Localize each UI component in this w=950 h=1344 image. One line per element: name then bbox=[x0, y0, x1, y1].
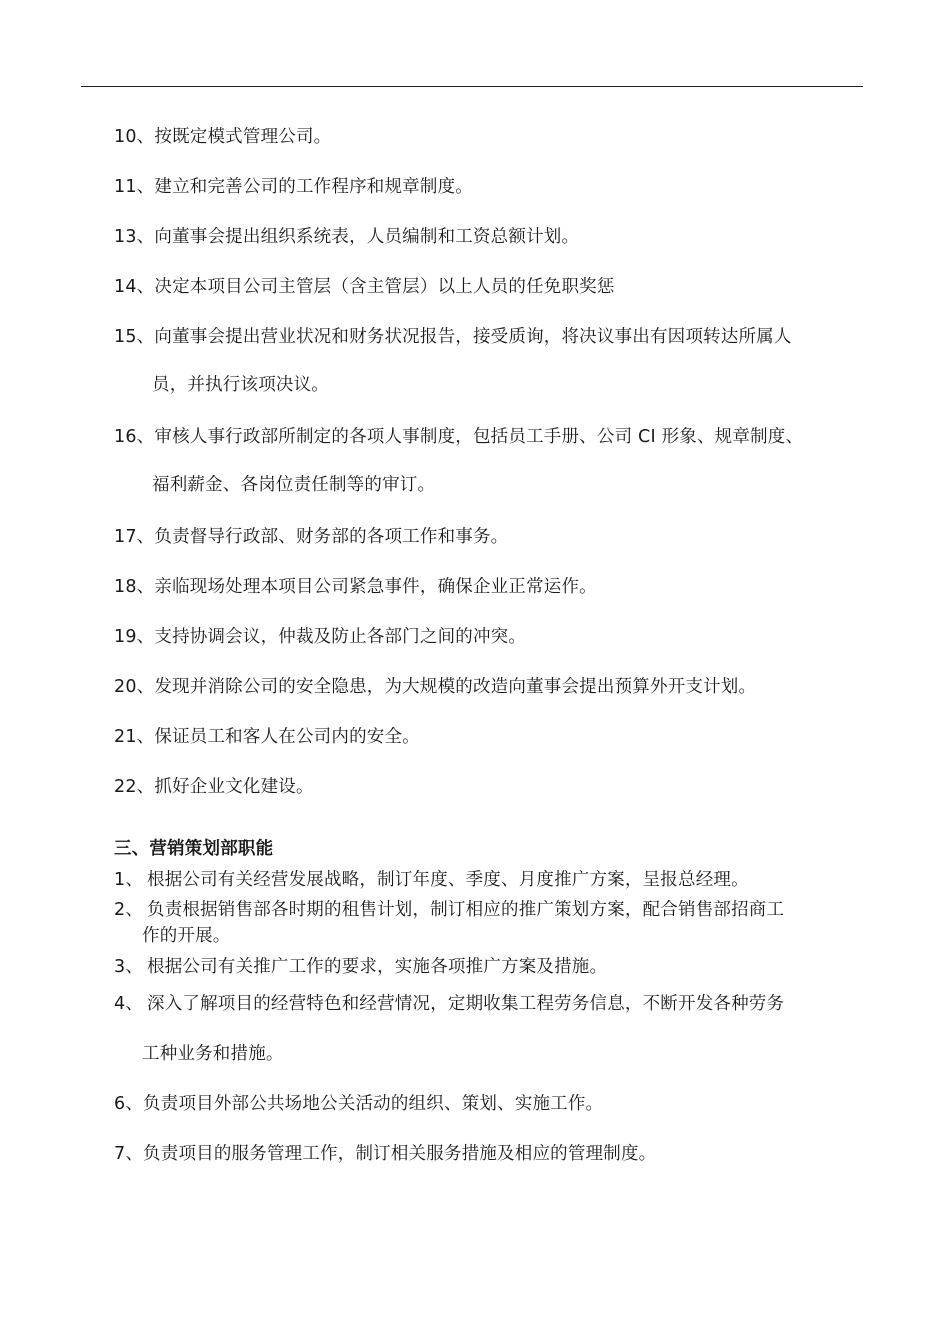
list-item-continuation: 员，并执行该项决议。 bbox=[152, 375, 329, 395]
list-item: 18、亲临现场处理本项目公司紧急事件，确保企业正常运作。 bbox=[114, 577, 597, 597]
list-item: 7、负责项目的服务管理工作，制订相关服务措施及相应的管理制度。 bbox=[114, 1144, 657, 1164]
list-item-continuation: 福利薪金、各岗位责任制等的审订。 bbox=[152, 475, 436, 495]
header-rule bbox=[81, 86, 863, 87]
list-item: 11、建立和完善公司的工作程序和规章制度。 bbox=[114, 177, 473, 197]
list-item: 1、 根据公司有关经营发展战略，制订年度、季度、月度推广方案，呈报总经理。 bbox=[114, 870, 749, 890]
list-item: 16、审核人事行政部所制定的各项人事制度，包括员工手册、公司 CI 形象、规章制度、 bbox=[114, 427, 804, 447]
list-item-continuation: 工种业务和措施。 bbox=[142, 1044, 284, 1064]
list-item: 17、负责督导行政部、财务部的各项工作和事务。 bbox=[114, 527, 509, 547]
list-item: 13、向董事会提出组织系统表，人员编制和工资总额计划。 bbox=[114, 227, 580, 247]
list-item: 2、 负责根据销售部各时期的租售计划，制订相应的推广策划方案，配合销售部招商工 bbox=[114, 900, 785, 920]
list-item: 4、 深入了解项目的经营特色和经营情况，定期收集工程劳务信息，不断开发各种劳务 bbox=[114, 994, 785, 1014]
list-item: 19、支持协调会议，仲裁及防止各部门之间的冲突。 bbox=[114, 627, 527, 647]
list-item: 10、按既定模式管理公司。 bbox=[114, 127, 332, 147]
list-item: 21、保证员工和客人在公司内的安全。 bbox=[114, 727, 420, 747]
section-heading: 三、营销策划部职能 bbox=[114, 839, 274, 859]
list-item: 15、向董事会提出营业状况和财务状况报告，接受质询，将决议事出有因项转达所属人 bbox=[114, 327, 792, 347]
list-item: 22、抓好企业文化建设。 bbox=[114, 777, 314, 797]
list-item: 14、决定本项目公司主管层（含主管层）以上人员的任免职奖惩 bbox=[114, 277, 615, 297]
list-item-continuation: 作的开展。 bbox=[142, 926, 231, 946]
list-item: 3、 根据公司有关推广工作的要求，实施各项推广方案及措施。 bbox=[114, 957, 608, 977]
list-item: 6、负责项目外部公共场地公关活动的组织、策划、实施工作。 bbox=[114, 1094, 604, 1114]
list-item: 20、发现并消除公司的安全隐患，为大规模的改造向董事会提出预算外开支计划。 bbox=[114, 677, 757, 697]
